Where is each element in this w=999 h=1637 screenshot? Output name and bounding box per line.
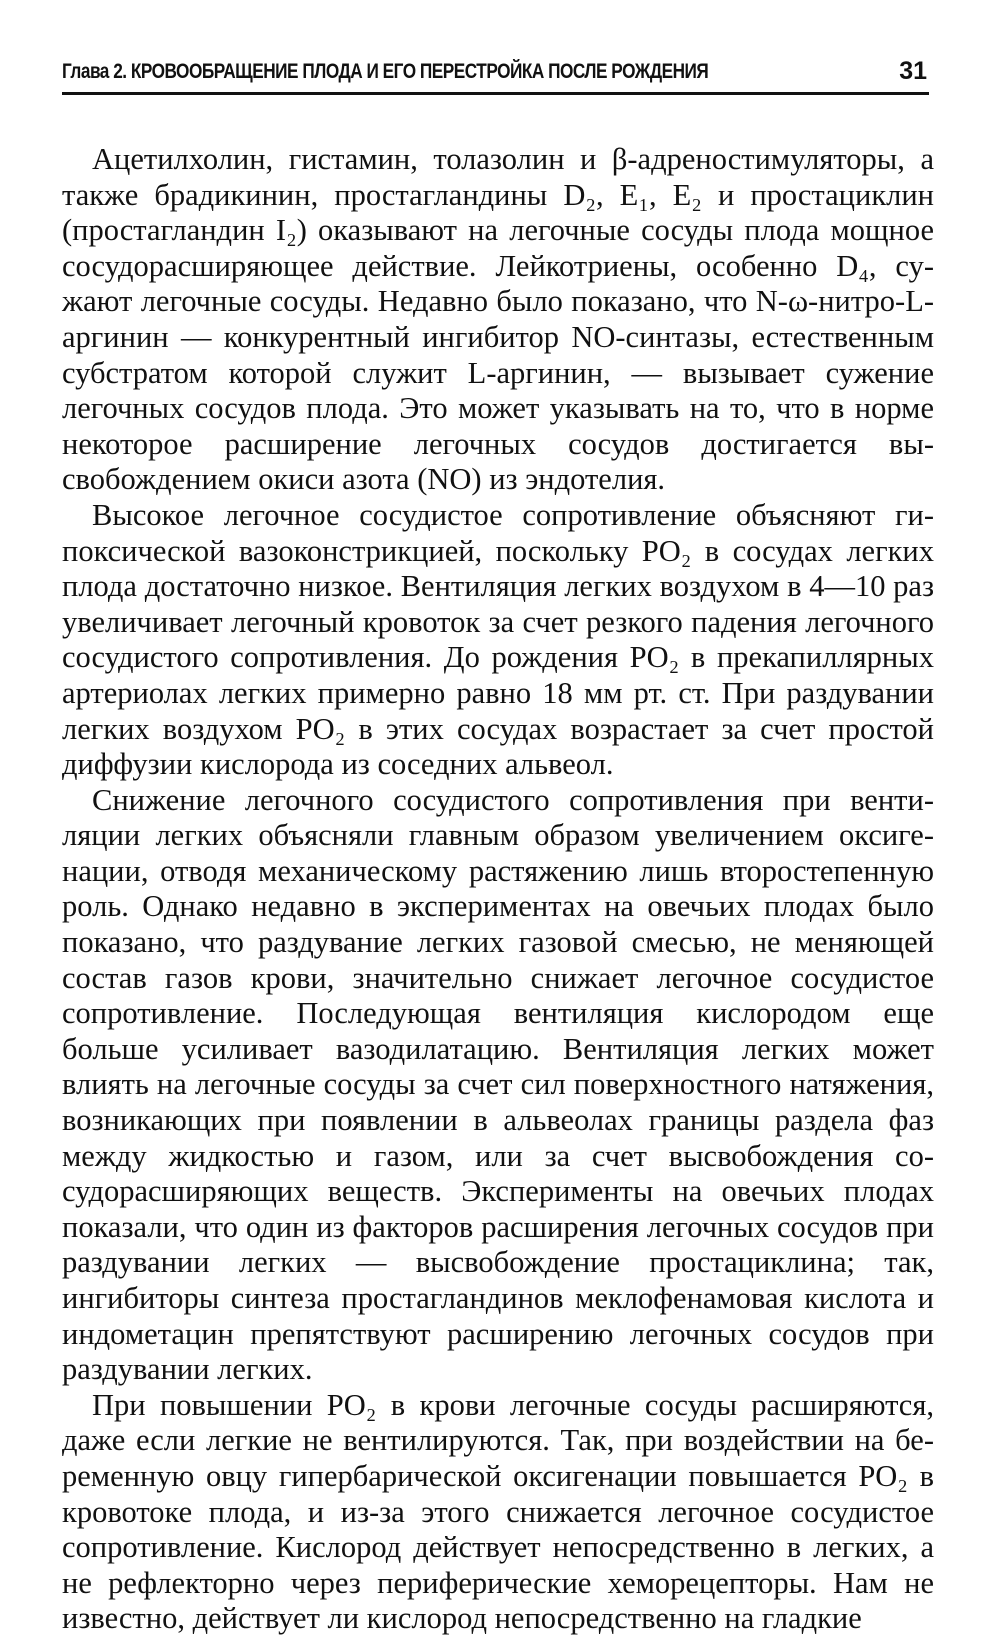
body-text (62, 142, 934, 1637)
paragraph-1: Ацетилхолин, гистамин, толазолин и β-адреностимуляторы, а также брадикинин, простагландины D₂, E₁, E₂ и простациклин (простагландин I₂) оказывают на легочные сосуды плода мощное сосудорасширяющее действие. Лейкотриены, особенно D₄, сужают легочные сосуды. Недавно было показано, что N-ω-нитро-L-аргинин — конкурентный ингибитор NO-синтазы, естественным субстратом которой служит L-аргинин, — вызывает сужение легочных сосудов плода. Это может указывать на то, что в норме некоторое расширение легочных сосудов достигается высвобождением окиси азота (NO) из эндотелия. (62, 142, 934, 497)
chapter-title: Глава 2. КРОВООБРАЩЕНИЕ ПЛОДА И ЕГО ПЕРЕСТРОЙКА ПОСЛЕ РОЖДЕНИЯ (62, 60, 709, 83)
paragraph-2: Высокое легочное сосудистое сопротивление объясняют гипоксической вазоконстрикцией, поскольку PO₂ в сосудах легких плода достаточно низкое. Вентиляция легких воздухом в 4—10 раз увеличивает легочный кровоток за счет резкого падения легочного сосудистого сопротивления. До рождения PO₂ в прекапиллярных артериолах легких примерно равно 18 мм рт. ст. При раздувании легких воздухом PO₂ в этих сосудах возрастает за счет простой диффузии кислорода из соседних альвеол. (62, 497, 934, 782)
running-head (62, 52, 929, 95)
page-number: 31 (899, 57, 927, 85)
paragraph-3: Снижение легочного сосудистого сопротивления при вентиляции легких объясняли главным образом увеличением оксигенации, отводя механическому растяжению лишь второстепенную роль. Однако недавно в экспериментах на овечьих плодах было показано, что раздувание легких газовой смесью, не меняющей состав газов крови, значительно снижает легочное сосудистое сопротивление. Последующая вентиляция кислородом еще больше усиливает вазодилатацию. Вентиляция легких может влиять на легочные сосуды за счет сил поверхностного натяжения, возникающих при появлении в альвеолах границы раздела фаз между жидкостью и газом, или за счет высвобождения сосудорасширяющих веществ. Эксперименты на овечьих плодах показали, что один из факторов расширения легочных сосудов при раздувании легких — высвобождение простациклина; так, ингибиторы синтеза простагландинов меклофенамовая кислота и индометацин препятствуют расширению легочных сосудов при раздувании легких. (62, 782, 934, 1387)
paragraph-4: При повышении PO₂ в крови легочные сосуды расширяются, даже если легкие не вентилируются. Так, при воздействии на беременную овцу гипербарической оксигенации повышается PO₂ в кровотоке плода, и из-за этого снижается легочное сосудистое сопротивление. Кислород действует непосредственно в легких, а не рефлекторно через периферические хеморецепторы. Нам не известно, действует ли кислород непосредственно на гладкие (62, 1387, 934, 1636)
